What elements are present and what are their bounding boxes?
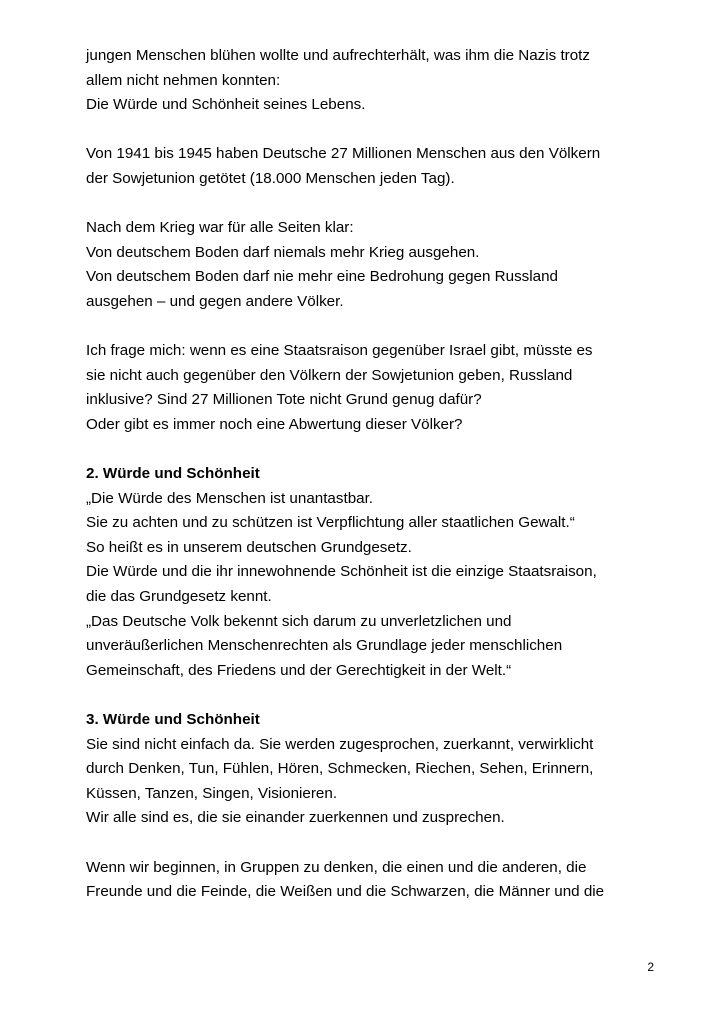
text-line: inklusive? Sind 27 Millionen Tote nicht Grund genug dafür? — [86, 391, 482, 409]
text-line: Von deutschem Boden darf niemals mehr Krieg ausgehen. — [86, 243, 480, 261]
text-line: So heißt es in unserem deutschen Grundgesetz. — [86, 538, 412, 556]
text-line: Gemeinschaft, des Friedens und der Gerechtigkeit in der Welt.“ — [86, 661, 512, 679]
paragraph-gap — [86, 683, 666, 708]
paragraph-gap — [86, 315, 666, 340]
text-line: der Sowjetunion getötet (18.000 Menschen jeden Tag). — [86, 169, 455, 187]
text-line: Sie zu achten und zu schützen ist Verpflichtung aller staatlichen Gewalt.“ — [86, 514, 575, 532]
text-line: „Die Würde des Menschen ist unantastbar. — [86, 489, 374, 507]
paragraph-3 — [86, 216, 666, 314]
paragraph-gap — [86, 438, 666, 463]
section-2-heading: 2. Würde und Schönheit — [86, 465, 260, 483]
text-line: Wir alle sind es, die sie einander zuerkennen und zusprechen. — [86, 809, 505, 827]
text-line: Von 1941 bis 1945 haben Deutsche 27 Millionen Menschen aus den Völkern — [86, 145, 601, 163]
text-line: „Das Deutsche Volk bekennt sich darum zu unverletzlichen und — [86, 612, 512, 630]
paragraph-1 — [86, 44, 666, 118]
paragraph-7 — [86, 856, 666, 905]
text-line: Die Würde und Schönheit seines Lebens. — [86, 96, 366, 114]
text-line: unveräußerlichen Menschenrechten als Grundlage jeder menschlichen — [86, 637, 563, 655]
text-line: Wenn wir beginnen, in Gruppen zu denken, die einen und die anderen, die — [86, 858, 587, 876]
text-line: Die Würde und die ihr innewohnende Schönheit ist die einzige Staatsraison, — [86, 563, 597, 581]
paragraph-2 — [86, 142, 666, 191]
paragraph-5 — [86, 487, 666, 684]
text-line: Von deutschem Boden darf nie mehr eine Bedrohung gegen Russland — [86, 268, 558, 286]
text-line: allem nicht nehmen konnten: — [86, 71, 281, 89]
text-line: Nach dem Krieg war für alle Seiten klar: — [86, 219, 354, 237]
text-line: Sie sind nicht einfach da. Sie werden zugesprochen, zuerkannt, verwirklicht — [86, 735, 594, 753]
text-line: Küssen, Tanzen, Singen, Visionieren. — [86, 784, 338, 802]
paragraph-gap — [86, 118, 666, 143]
paragraph-gap — [86, 192, 666, 217]
text-line: durch Denken, Tun, Fühlen, Hören, Schmecken, Riechen, Sehen, Erinnern, — [86, 760, 594, 778]
text-line: Oder gibt es immer noch eine Abwertung dieser Völker? — [86, 415, 463, 433]
text-line: sie nicht auch gegenüber den Völkern der Sowjetunion geben, Russland — [86, 366, 573, 384]
paragraph-4 — [86, 339, 666, 437]
section-3-heading: 3. Würde und Schönheit — [86, 711, 260, 729]
text-line: Freunde und die Feinde, die Weißen und die Schwarzen, die Männer und die — [86, 883, 605, 901]
text-line: ausgehen – und gegen andere Völker. — [86, 292, 344, 310]
paragraph-6 — [86, 733, 666, 831]
text-line: Ich frage mich: wenn es eine Staatsraison gegenüber Israel gibt, müsste es — [86, 342, 593, 360]
text-line: die das Grundgesetz kennt. — [86, 588, 272, 606]
page-number: 2 — [647, 960, 654, 974]
paragraph-gap — [86, 831, 666, 856]
text-line: jungen Menschen blühen wollte und aufrechterhält, was ihm die Nazis trotz — [86, 47, 590, 64]
document-page — [86, 44, 666, 905]
